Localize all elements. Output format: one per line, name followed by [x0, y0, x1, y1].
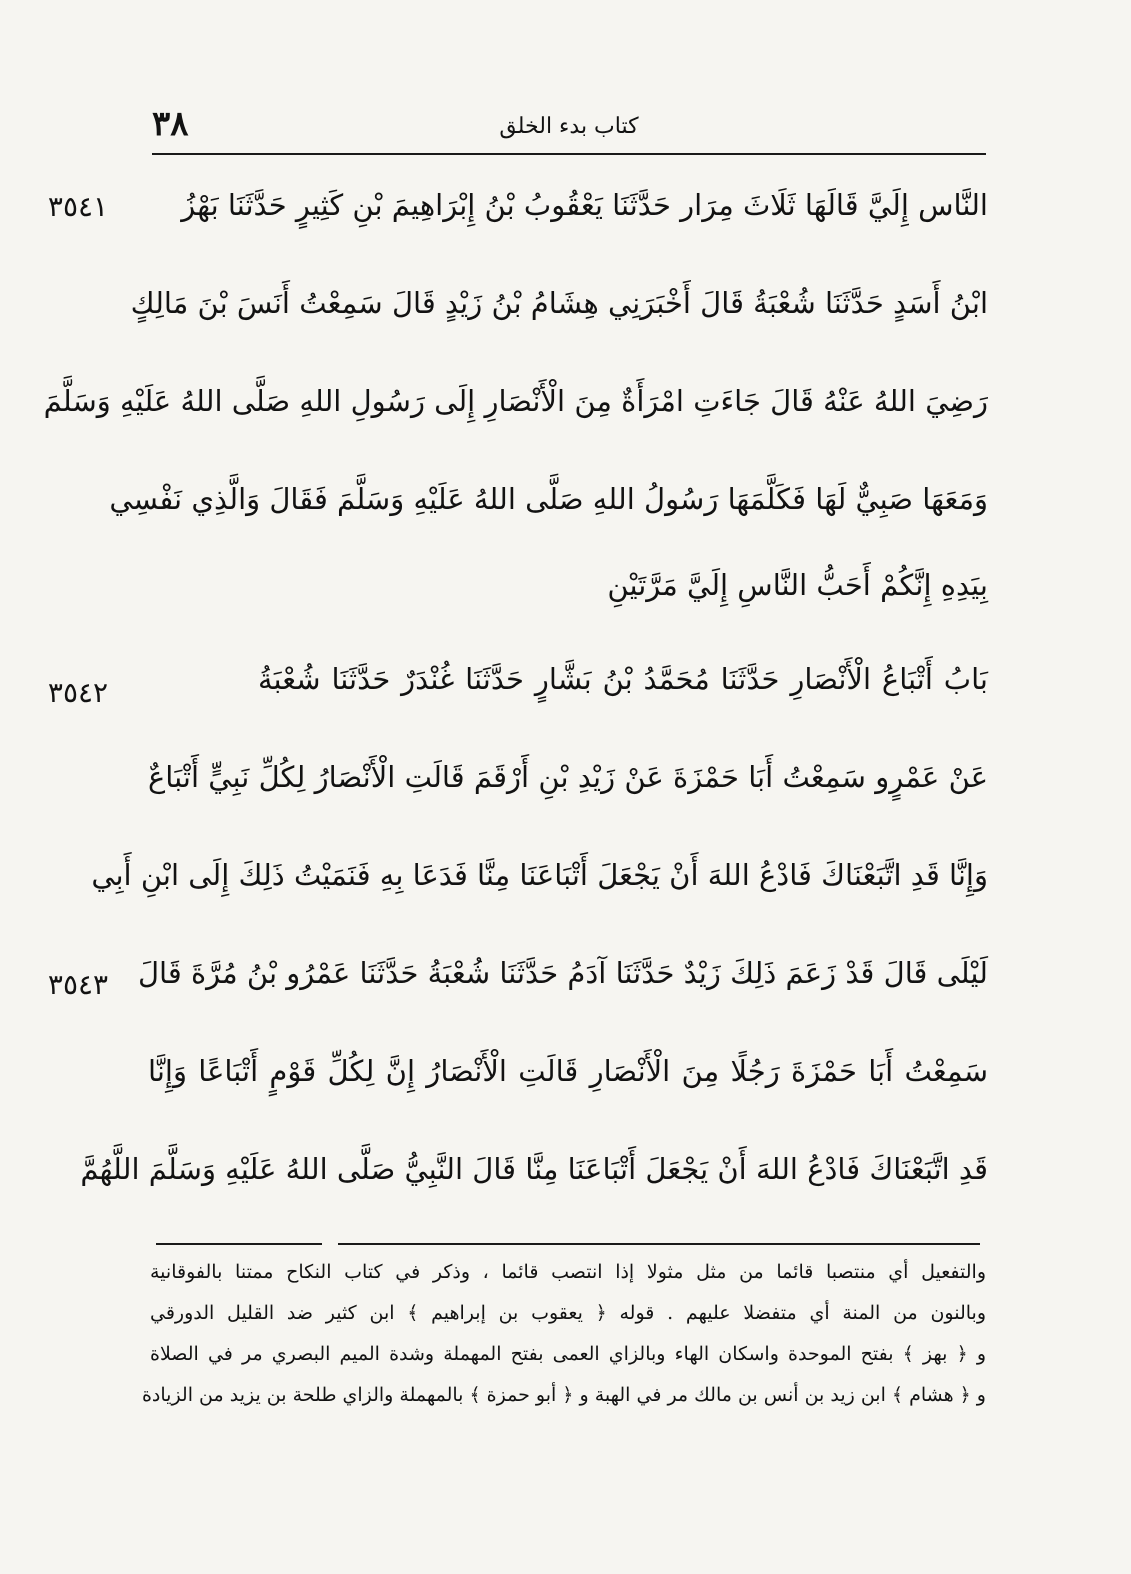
footnote-line: و ﴿ هشام ﴾ ابن زيد بن أنس بن مالك مر في الهبة و ﴿ أبو حمزة ﴾ بالمهملة والزاي طلحة بن يزيد من الزيادة — [141, 1384, 986, 1406]
text-line: النَّاس إِلَيَّ قَالَهَا ثَلَاثَ مِرَار حَدَّثَنَا يَعْقُوبُ بْنُ إِبْرَاهِيمَ بْنِ كَثِيرٍ حَدَّثَنَا بَهْزُ — [181, 188, 988, 222]
footnote-line: والتفعيل أي منتصبا قائما من مثل مثولا إذا انتصب قائما ، وذكر في كتاب النكاح ممتنا بالفوقانية — [150, 1261, 986, 1283]
header-rule — [152, 153, 986, 155]
text-line: ابْنُ أَسَدٍ حَدَّثَنَا شُعْبَةُ قَالَ أَخْبَرَنِي هِشَامُ بْنُ زَيْدٍ قَالَ سَمِعْتُ أَنَسَ بْنَ مَالِكٍ — [130, 286, 988, 320]
hadith-number: ٣٥٤٣ — [47, 968, 109, 1001]
footnote-rule — [156, 1243, 322, 1245]
text-line: وَإِنَّا قَدِ اتَّبَعْنَاكَ فَادْعُ اللهَ أَنْ يَجْعَلَ أَتْبَاعَنَا مِنَّا فَدَعَا بِهِ فَنَمَيْتُ ذَلِكَ إِلَى ابْنِ أَبِي — [91, 858, 988, 892]
footnotes — [141, 1252, 986, 1416]
page-number: ٣٨ — [152, 104, 189, 144]
text-line: سَمِعْتُ أَبَا حَمْزَةَ رَجُلًا مِنَ الْأَنْصَارِ قَالَتِ الْأَنْصَارُ إِنَّ لِكُلِّ قَوْمٍ أَتْبَاعًا وَإِنَّا — [148, 1054, 988, 1088]
text-line: بِيَدِهِ إِنَّكُمْ أَحَبُّ النَّاسِ إِلَيَّ مَرَّتَيْنِ — [607, 568, 988, 602]
footnote-line: وبالنون من المنة أي متفضلا عليهم . قوله ﴿ يعقوب بن إبراهيم ﴾ ابن كثير ضد القليل الدورقي — [150, 1302, 986, 1324]
text-line: رَضِيَ اللهُ عَنْهُ قَالَ جَاءَتِ امْرَأَةٌ مِنَ الْأَنْصَارِ إِلَى رَسُولِ اللهِ صَلَّى اللهُ عَلَيْهِ وَسَلَّمَ — [43, 384, 988, 418]
hadith-number: ٣٥٤١ — [47, 190, 109, 223]
text-line: بَابُ أَتْبَاعُ الْأَنْصَارِ حَدَّثَنَا مُحَمَّدُ بْنُ بَشَّارٍ حَدَّثَنَا غُنْدَرٌ حَدَّثَنَا شُعْبَةُ — [258, 662, 988, 696]
footnote-rule — [338, 1243, 980, 1245]
text-line: وَمَعَهَا صَبِيٌّ لَهَا فَكَلَّمَهَا رَسُولُ اللهِ صَلَّى اللهُ عَلَيْهِ وَسَلَّمَ فَقَالَ وَالَّذِي نَفْسِي — [109, 482, 988, 516]
text-line: قَدِ اتَّبَعْنَاكَ فَادْعُ اللهَ أَنْ يَجْعَلَ أَتْبَاعَنَا مِنَّا قَالَ النَّبِيُّ صَلَّى اللهُ عَلَيْهِ وَسَلَّمَ اللَّهُمَّ — [80, 1152, 988, 1186]
text-line: عَنْ عَمْرٍو سَمِعْتُ أَبَا حَمْزَةَ عَنْ زَيْدِ بْنِ أَرْقَمَ قَالَتِ الْأَنْصَارُ لِكُلِّ نَبِيٍّ أَتْبَاعٌ — [148, 760, 988, 794]
hadith-number: ٣٥٤٢ — [47, 676, 109, 709]
text-line: لَيْلَى قَالَ قَدْ زَعَمَ ذَلِكَ زَيْدٌ حَدَّثَنَا آدَمُ حَدَّثَنَا شُعْبَةُ حَدَّثَنَا عَمْرُو بْنُ مُرَّةَ قَالَ — [137, 956, 988, 990]
book-title: كتاب بدء الخلق — [499, 114, 639, 139]
page-header — [152, 104, 986, 152]
footnote-line: و ﴿ بهز ﴾ بفتح الموحدة واسكان الهاء وبالزاي العمى بفتح المهملة وشدة الميم البصري مر في الصلاة — [150, 1343, 986, 1365]
